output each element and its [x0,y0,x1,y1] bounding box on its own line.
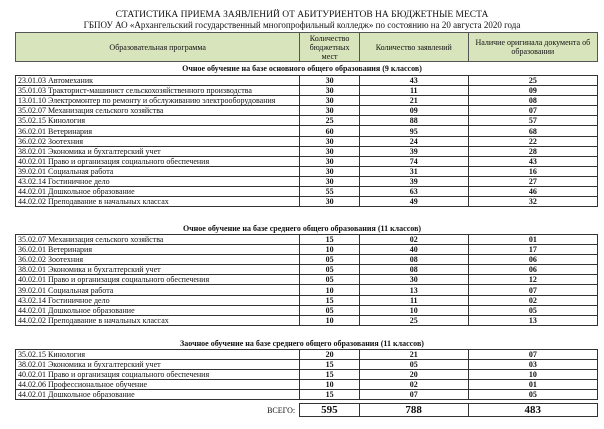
section-title: Заочное обучение на базе среднего общего образования (11 классов) [180,339,424,348]
cell-originals: 07 [468,106,597,116]
table-row [16,255,598,265]
cell-budget: 25 [300,116,360,126]
cell-budget: 30 [300,136,360,146]
cell-program: 43.02.14 Гостиничное дело [16,295,300,305]
table-row [16,275,598,285]
header-budget: Количество бюджетных мест [300,33,360,62]
cell-applications: 88 [359,116,468,126]
cell-applications: 08 [359,255,468,265]
cell-budget: 30 [300,96,360,106]
cell-budget: 30 [300,76,360,86]
cell-program: 40.02.01 Право и организация социального обеспечения [16,275,300,285]
table-row [16,166,598,176]
cell-budget: 30 [300,86,360,96]
cell-originals: 07 [468,285,597,295]
cell-originals: 25 [468,76,597,86]
cell-applications: 39 [359,146,468,156]
cell-originals: 12 [468,275,597,285]
cell-program: 38.02.01 Экономика и бухгалтерский учет [16,360,300,370]
cell-budget: 20 [300,350,360,360]
cell-originals: 09 [468,86,597,96]
table-row [16,136,598,146]
table-row [16,265,598,275]
total-label: ВСЕГО: [267,405,296,415]
cell-program: 35.02.15 Кинология [16,350,300,360]
cell-applications: 40 [359,245,468,255]
cell-program: 36.02.02 Зоотехния [16,255,300,265]
cell-applications: 39 [359,176,468,186]
cell-program: 44.02.01 Дошкольное образование [16,390,300,400]
cell-originals: 10 [468,370,597,380]
cell-program: 44.02.02 Преподавание в начальных классах [16,315,300,325]
cell-originals: 13 [468,315,597,325]
cell-program: 23.01.03 Автомеханик [16,76,300,86]
document-title: СТАТИСТИКА ПРИЕМА ЗАЯВЛЕНИЙ ОТ АБИТУРИЕНТОВ НА БЮДЖЕТНЫЕ МЕСТА [115,10,489,20]
cell-program: 36.02.01 Ветеринария [16,245,300,255]
cell-budget: 55 [300,187,360,197]
cell-applications: 30 [359,275,468,285]
cell-program: 35.01.03 Тракторист-машинист сельскохозяйственного производства [16,86,300,96]
document-subtitle: ГБПОУ АО «Архангельский государственный многопрофильный колледж» по состоянию на 20 августа 2020 года [83,20,521,30]
cell-budget: 10 [300,285,360,295]
cell-program: 36.02.02 Зоотехния [16,136,300,146]
cell-applications: 08 [359,265,468,275]
cell-applications: 02 [359,380,468,390]
table-row [16,360,598,370]
total-originals: 483 [468,404,597,417]
table-row [16,235,598,245]
cell-budget: 15 [300,360,360,370]
cell-originals: 16 [468,166,597,176]
cell-applications: 31 [359,166,468,176]
cell-originals: 05 [468,305,597,315]
cell-program: 43.02.14 Гостиничное дело [16,176,300,186]
cell-applications: 95 [359,126,468,136]
cell-budget: 05 [300,305,360,315]
cell-program: 35.02.07 Механизация сельского хозяйства [16,235,300,245]
section-table [15,75,598,207]
total-applications: 788 [359,404,468,417]
cell-applications: 02 [359,235,468,245]
table-row [16,76,598,86]
cell-program: 40.02.01 Право и организация социального обеспечения [16,370,300,380]
cell-budget: 15 [300,390,360,400]
cell-originals: 43 [468,156,597,166]
cell-budget: 15 [300,235,360,245]
table-row [16,156,598,166]
cell-originals: 68 [468,126,597,136]
table-row [16,86,598,96]
cell-applications: 11 [359,295,468,305]
cell-originals: 07 [468,350,597,360]
total-row [15,403,598,417]
cell-originals: 01 [468,380,597,390]
cell-program: 38.02.01 Экономика и бухгалтерский учет [16,265,300,275]
table-row [16,126,598,136]
table-row [16,390,598,400]
cell-originals: 22 [468,136,597,146]
cell-applications: 63 [359,187,468,197]
table-row [16,187,598,197]
cell-budget: 15 [300,295,360,305]
header-applications: Количество заявлений [359,33,468,62]
cell-budget: 30 [300,146,360,156]
total-budget: 595 [300,404,360,417]
section-table [15,349,598,400]
cell-applications: 43 [359,76,468,86]
cell-originals: 17 [468,245,597,255]
cell-budget: 05 [300,275,360,285]
cell-originals: 01 [468,235,597,245]
cell-program: 39.02.01 Социальная работа [16,285,300,295]
cell-originals: 03 [468,360,597,370]
cell-budget: 30 [300,197,360,207]
table-row [16,380,598,390]
table-row [16,285,598,295]
table-row [16,197,598,207]
cell-applications: 21 [359,350,468,360]
cell-applications: 13 [359,285,468,295]
cell-applications: 21 [359,96,468,106]
cell-budget: 05 [300,265,360,275]
cell-program: 39.02.01 Социальная работа [16,166,300,176]
cell-originals: 06 [468,265,597,275]
cell-budget: 30 [300,156,360,166]
cell-budget: 10 [300,245,360,255]
cell-applications: 25 [359,315,468,325]
cell-program: 40.02.01 Право и организация социального обеспечения [16,156,300,166]
cell-originals: 46 [468,187,597,197]
cell-program: 35.02.07 Механизация сельского хозяйства [16,106,300,116]
table-row [16,305,598,315]
cell-program: 44.02.01 Дошкольное образование [16,187,300,197]
table-row [16,106,598,116]
cell-budget: 30 [300,166,360,176]
table-header [15,32,598,62]
cell-program: 44.02.06 Профессиональное обучение [16,380,300,390]
cell-originals: 08 [468,96,597,106]
cell-program: 13.01.10 Электромонтер по ремонту и обслуживанию электрооборудования [16,96,300,106]
cell-budget: 05 [300,255,360,265]
table-row [16,350,598,360]
cell-applications: 11 [359,86,468,96]
section-title: Очное обучение на базе основного общего образования (9 классов) [182,64,422,73]
cell-program: 44.02.02 Преподавание в начальных классах [16,197,300,207]
cell-applications: 24 [359,136,468,146]
table-row [16,116,598,126]
header-program: Образовательная программа [16,33,300,62]
cell-program: 36.02.01 Ветеринария [16,126,300,136]
cell-budget: 10 [300,315,360,325]
cell-budget: 10 [300,380,360,390]
section-table [15,234,598,326]
header-originals: Наличие оригинала документа об образовании [468,33,597,62]
cell-program: 35.02.15 Кинология [16,116,300,126]
cell-originals: 27 [468,176,597,186]
table-row [16,245,598,255]
cell-budget: 30 [300,106,360,116]
cell-applications: 07 [359,390,468,400]
cell-applications: 20 [359,370,468,380]
cell-program: 38.02.01 Экономика и бухгалтерский учет [16,146,300,156]
cell-originals: 32 [468,197,597,207]
table-row [16,295,598,305]
cell-originals: 06 [468,255,597,265]
cell-originals: 05 [468,390,597,400]
cell-budget: 15 [300,370,360,380]
table-row [16,176,598,186]
cell-applications: 10 [359,305,468,315]
cell-applications: 09 [359,106,468,116]
cell-originals: 57 [468,116,597,126]
cell-originals: 02 [468,295,597,305]
cell-applications: 74 [359,156,468,166]
cell-applications: 05 [359,360,468,370]
cell-originals: 28 [468,146,597,156]
section-title: Очное обучение на базе среднего общего образования (11 классов) [182,224,422,233]
cell-budget: 30 [300,176,360,186]
table-row [16,146,598,156]
cell-program: 44.02.01 Дошкольное образование [16,305,300,315]
table-row [16,315,598,325]
cell-applications: 49 [359,197,468,207]
table-row [16,96,598,106]
table-row [16,370,598,380]
cell-budget: 60 [300,126,360,136]
